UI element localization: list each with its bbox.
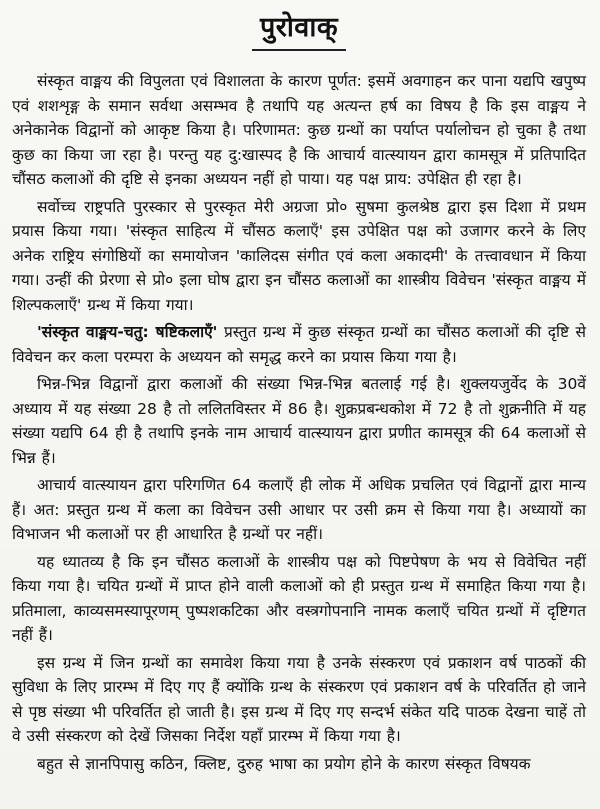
bold-book-title: 'संस्कृत वाङ्मय-चतु: षष्टिकलाएँ' bbox=[37, 323, 218, 341]
paragraph-2: सर्वोच्च राष्ट्रपति पुरस्कार से पुरस्कृत मेरी अग्रजा प्रो० सुषमा कुलश्रेष्ठ द्वारा इस दिशा में प्रथम प्रयास किया गया। 'संस्कृत साहित्य में चौंसठ कलाएँ' इस उपेक्षित पक्ष को उजागर करने के लिए अनेक राष्ट्रिय संगोष्ठियों का समायोजन 'कालिदस संगीत एवं कला अकादमी' के तत्त्वावधान में किया गया। उन्हीं की प्रेरणा से प्रो० इला घोष द्वारा इन चौंसठ कलाओं का शास्त्रीय विवेचन 'संस्कृत वाङ्मय में शिल्पकलाएँ' ग्रन्थ में किया गया। bbox=[12, 197, 586, 314]
paragraph-3-text: प्रस्तुत ग्रन्थ में कुछ संस्कृत ग्रन्थों का चौंसठ कलाओं की दृष्टि से विवेचन कर कला परम्परा के अध्ययन को समृद्ध करने का प्रयास किया गया है। bbox=[12, 323, 586, 366]
paragraph-6: यह ध्यातव्य है कि इन चौंसठ कलाओं के शास्त्रीय पक्ष को पिष्टपेषण के भय से विवेचित नहीं किया गया है। चयित ग्रन्थों में प्राप्त होने वाली कलाओं को ही प्रस्तुत ग्रन्थ में समाहित किया गया है। प्रतिमाला, काव्यसमस्यापूरणम् पुष्पशकटिका और वस्त्रगोपनानि नामक कलाएँ चयित ग्रन्थों में दृष्टिगत नहीं हैं। bbox=[12, 552, 586, 644]
paragraph-7: इस ग्रन्थ में जिन ग्रन्थों का समावेश किया गया है उनके संस्करण एवं प्रकाशन वर्ष पाठकों की सुविधा के लिए प्रारम्भ में दिए गए हैं क्योंकि ग्रन्थ के संस्करण एवं प्रकाशन वर्ष के परिवर्तित हो जाने से पृष्ठ संख्या भी परिवर्तित हो जाती है। इस ग्रन्थ में दिए गए सन्दर्भ संकेत यदि पाठक देखना चाहें तो वे उसी संस्करण को देखें जिसका निर्देश यहाँ प्रारम्भ में किया गया है। bbox=[12, 653, 586, 745]
paragraph-5: आचार्य वात्स्यायन द्वारा परिगणित 64 कलाएँ ही लोक में अधिक प्रचलित एवं विद्वानों द्वारा मान्य हैं। अत: प्रस्तुत ग्रन्थ में कला का विवेचन उसी आधार पर उसी क्रम से किया गया है। अध्यायों का विभाजन भी कलाओं पर ही आधारित है ग्रन्थों पर नहीं। bbox=[12, 476, 586, 543]
page-title: पुरोवाक् bbox=[252, 8, 346, 51]
paragraph-3 bbox=[12, 320, 586, 369]
paragraph-4: भिन्न-भिन्न विद्वानों द्वारा कलाओं की संख्या भिन्न-भिन्न बतलाई गई है। शुक्लयजुर्वेद के 30वें अध्याय में यह संख्या 28 है तो ललितविस्तर में 86 है। शुक्रप्रबन्धकोश में 72 है तो शुक्रनीति में यह संख्या यद्यपि 64 ही है तथापि इनके नाम आचार्य वात्स्यायन द्वारा प्रणीत कामसूत्र की 64 कलाओं से भिन्न हैं। bbox=[12, 375, 586, 467]
paragraph-1: संस्कृत वाङ्मय की विपुलता एवं विशालता के कारण पूर्णत: इसमें अवगाहन कर पाना यद्यपि खपुष्प एवं शशशृङ्ग के समान सर्वथा असम्भव है तथापि यह अत्यन्त हर्ष का विषय है कि इस वाङ्मय ने अनेकानेक विद्वानों को आकृष्ट किया है। परिणामत: कुछ ग्रन्थों का पर्याप्त पर्यालोचन हो चुका है तथा कुछ का किया जा रहा है। परन्तु यह दु:खास्पद है कि आचार्य वात्स्यायन द्वारा कामसूत्र में प्रतिपादित चौंसठ कलाओं की दृष्टि से इनका अध्ययन नहीं हो पाया। यह पक्ष प्राय: उपेक्षित ही रहा है। bbox=[12, 72, 586, 188]
paragraph-8: बहुत से ज्ञानपिपासु कठिन, क्लिष्ट, दुरुह भाषा का प्रयोग होने के कारण संस्कृत विषयक bbox=[37, 754, 531, 773]
title-container bbox=[12, 8, 586, 51]
